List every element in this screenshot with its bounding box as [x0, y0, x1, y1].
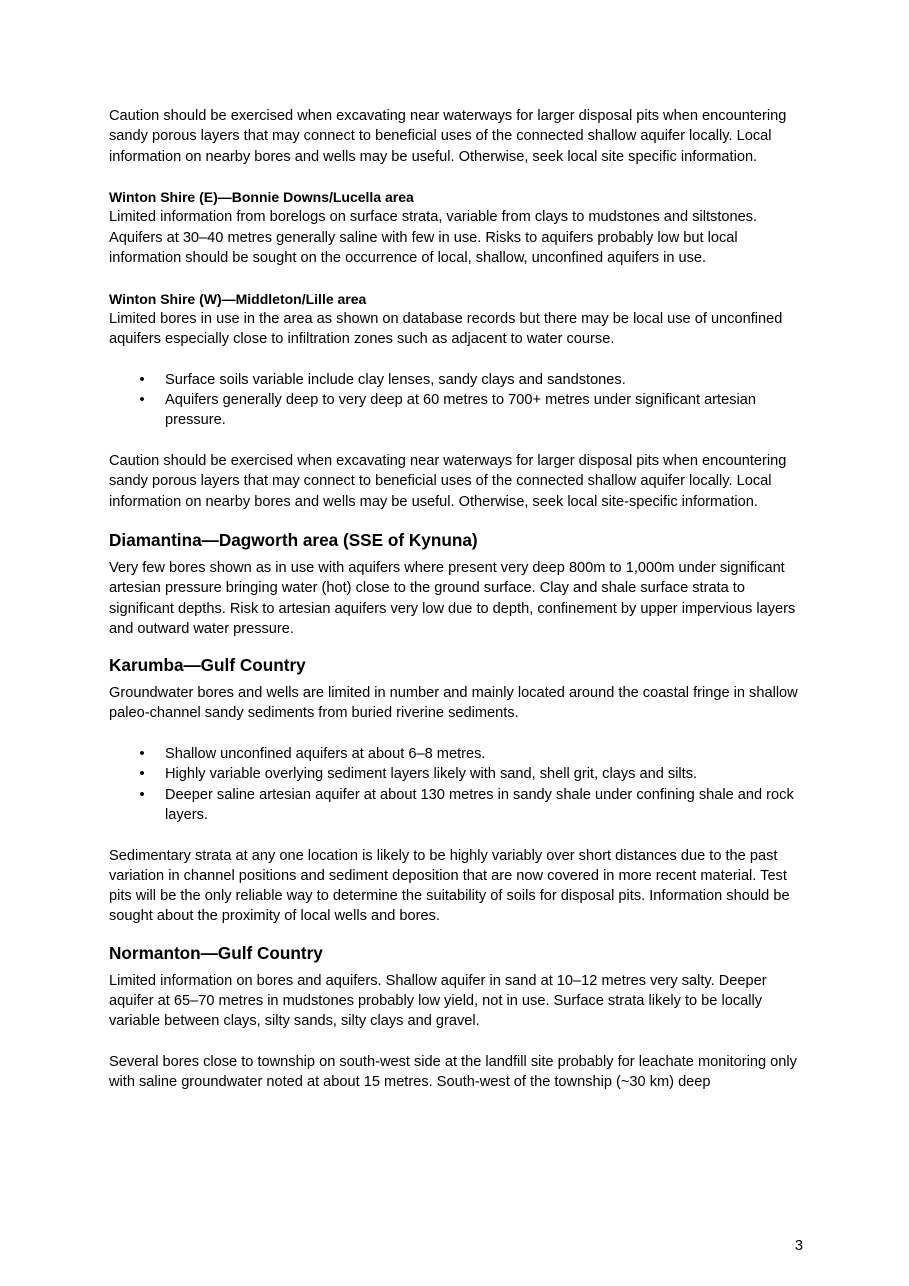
list-item-text: Highly variable overlying sediment layers likely with sand, shell grit, clays and silts.	[165, 766, 698, 783]
bullet-icon: •	[139, 746, 145, 763]
winton-east-paragraph: Limited information from borelogs on surface strata, variable from clays to mudstones and siltstones. Aquifers at 30–40 metres generally saline with few in use. Risks to aquifers probably low but local information should be sought on the occurrence of local, shallow, unconfined aquifers in use.	[109, 209, 758, 267]
winton-west-heading: Winton Shire (W)—Middleton/Lille area	[109, 290, 367, 307]
list-item	[109, 390, 809, 431]
list-item-text: Shallow unconfined aquifers at about 6–8 metres.	[165, 746, 486, 763]
bullet-icon: •	[139, 392, 145, 409]
caution-paragraph-1: Caution should be exercised when excavating near waterways for larger disposal pits when encountering sandy porous layers that may connect to beneficial uses of the connected shallow aquifer locally. Local information on nearby bores and wells may be useful. Otherwise, seek local site specific information.	[109, 108, 787, 165]
normanton-paragraph: Limited information on bores and aquifers. Shallow aquifer in sand at 10–12 metres very salty. Deeper aquifer at 65–70 metres in mudstones probably low yield, not in use. Surface strata likely to be locally variable between clays, silty sands, silty clays and gravel.	[109, 972, 767, 1030]
diamantina-heading: Diamantina—Dagworth area (SSE of Kynuna)	[109, 529, 478, 550]
caution-paragraph-2: Caution should be exercised when excavating near waterways for larger disposal pits when encountering sandy porous layers that may connect to beneficial uses of the connected shallow aquifer locally. Local information on nearby bores and wells may be useful. Otherwise, seek local site-specific information.	[109, 453, 787, 510]
list-item-text: Aquifers generally deep to very deep at 60 metres to 700+ metres under significant artesian pressure.	[165, 392, 756, 429]
karumba-paragraph-2: Sedimentary strata at any one location is likely to be highly variably over short distances due to the past variation in channel positions and sediment deposition that are now covered in more recent material. Test pits will be the only reliable way to determine the suitability of soils for disposal pits. Information should be sought about the proximity of local wells and bores.	[109, 847, 790, 925]
karumba-bullet-list	[109, 744, 809, 825]
bullet-icon: •	[139, 371, 145, 388]
winton-west-paragraph: Limited bores in use in the area as shown on database records but there may be local use of unconfined aquifers especially close to infiltration zones such as adjacent to water course.	[109, 310, 783, 348]
winton-west-bullet-list	[109, 370, 809, 431]
diamantina-paragraph: Very few bores shown as in use with aquifers where present very deep 800m to 1,000m under significant artesian pressure bringing water (hot) close to the ground surface. Clay and shale surface strata to significant depths. Risk to artesian aquifers very low due to depth, confinement by upper impervious layers and outward water pressure.	[109, 559, 796, 637]
list-item	[109, 764, 809, 784]
list-item	[109, 785, 809, 826]
normanton-heading: Normanton—Gulf Country	[109, 942, 323, 963]
list-item	[109, 370, 809, 390]
list-item-text: Deeper saline artesian aquifer at about 130 metres in sandy shale under confining shale and rock layers.	[165, 786, 794, 823]
bullet-icon: •	[139, 786, 145, 803]
page-content	[109, 106, 809, 1092]
normanton-paragraph-2: Several bores close to township on south-west side at the landfill site probably for leachate monitoring only with saline groundwater noted at about 15 metres. South-west of the township (~30 km) deep	[109, 1053, 797, 1091]
karumba-heading: Karumba—Gulf Country	[109, 655, 306, 676]
karumba-paragraph: Groundwater bores and wells are limited in number and mainly located around the coastal fringe in shallow paleo-channel sandy sediments from buried riverine sediments.	[109, 685, 798, 722]
bullet-icon: •	[139, 766, 145, 783]
winton-east-heading: Winton Shire (E)—Bonnie Downs/Lucella area	[109, 189, 414, 206]
list-item	[109, 744, 809, 764]
page-number: 3	[794, 1238, 803, 1254]
list-item-text: Surface soils variable include clay lenses, sandy clays and sandstones.	[165, 371, 626, 388]
